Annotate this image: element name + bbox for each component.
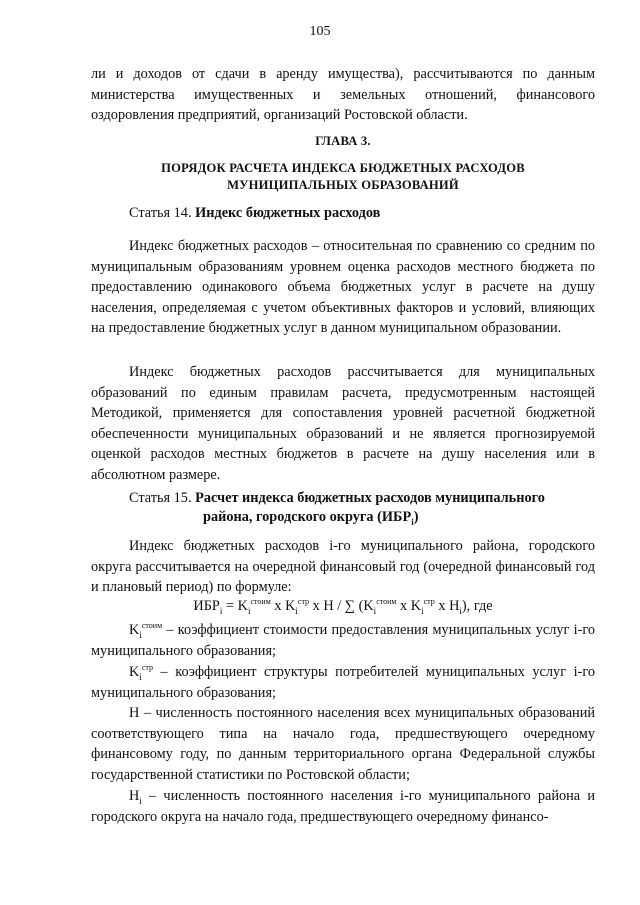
article-15-prefix: Статья 15.	[129, 490, 196, 506]
article-15-intro: Индекс бюджетных расходов i-го муниципального района, городского округа рассчитывается на очередной финансовый год (очередной финансовый год и плановый период) по формуле:	[91, 538, 595, 595]
article-15-heading	[129, 489, 545, 526]
chapter-title-line1: ПОРЯДОК РАСЧЕТА ИНДЕКСА БЮДЖЕТНЫХ РАСХОДОВ	[161, 161, 525, 175]
page-number: 105	[309, 24, 331, 39]
article-14-paragraph-1: Индекс бюджетных расходов – относительная по сравнению со средним по муниципальным образованиям уровнем оценка расходов местного бюджета по предоставлению одинакового объема бюджетных услуг в расчете на душу населения, определяемая с учетом объективных факторов и условий, влияющих на предоставление бюджетных услуг в данном муниципальном образовании.	[91, 238, 595, 336]
chapter-label: ГЛАВА 3.	[315, 134, 371, 148]
article-15-title-line2: района, городского округа $(ИБР_i)$	[203, 508, 419, 527]
def-k-stoim: $K_i^{стоим}$ – коэффициент стоимости предоставления муниципальных услуг i-го муниципального образования;	[91, 621, 595, 659]
formula-ibr: $ИБР_i = K_i^{стоим}$ х $K_i^{стр}$ х Н / ∑ ($K_i^{стоим}$ х $K_i^{стр}$ х $Н_i$), где	[193, 597, 493, 616]
article-14-prefix: Статья 14.	[129, 205, 196, 221]
article-14-paragraph-2: Индекс бюджетных расходов рассчитывается для муниципальных образований по единым правилам расчета, предусмотренным настоящей Методикой, применяется для сопоставления уровней расчетной бюджетной обеспеченности муниципальных образований и не является прогнозируемой оценкой расходов местных бюджетов в расчете на душу населения или в абсолютном размере.	[91, 364, 595, 483]
chapter-title-line2: МУНИЦИПАЛЬНЫХ ОБРАЗОВАНИЙ	[227, 178, 459, 192]
def-n: Н – численность постоянного населения всех муниципальных образований соответствующего типа на начало года, предшествующего очередному финансовому году, по данным территориального органа Федеральной службы государственной статистики по Ростовской области;	[91, 705, 595, 783]
def-k-str: $K_i^{стр}$ – коэффициент структуры потребителей муниципальных услуг i-го муниципального образования;	[91, 663, 595, 701]
def-ni: $Н_i$ – численность постоянного населения i-го муниципального района и городского округа на начало года, предшествующего очередному финансо-	[91, 788, 595, 825]
continuation-paragraph: ли и доходов от сдачи в аренду имущества), рассчитываются по данным министерства имущественных и земельных отношений, финансового оздоровления предприятий, организаций Ростовской области.	[91, 66, 595, 123]
article-14-title: Индекс бюджетных расходов	[195, 205, 381, 221]
article-14-heading	[129, 204, 380, 223]
chapter-title	[91, 160, 595, 194]
article-15-title-line1: Расчет индекса бюджетных расходов муниципального	[195, 490, 545, 506]
